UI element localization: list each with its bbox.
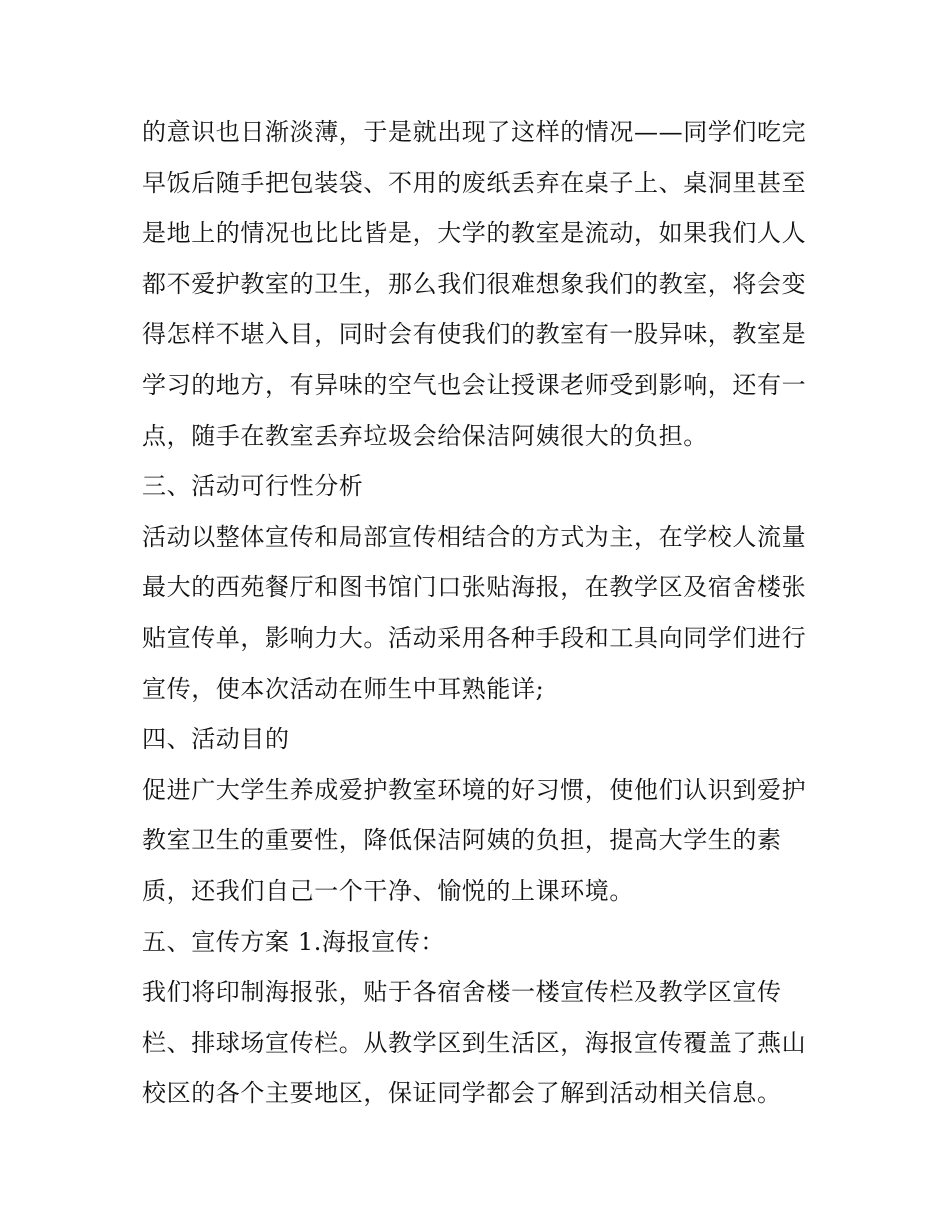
paragraph-line: 早饭后随手把包装袋、不用的废纸丢弃在桌子上、桌洞里甚至 xyxy=(142,168,807,197)
paragraph-line: 教室卫生的重要性，降低保洁阿姨的负担，提高大学生的素 xyxy=(142,826,782,855)
paragraph-line: 栏、排球场宣传栏。从教学区到生活区，海报宣传覆盖了燕山 xyxy=(142,1028,807,1057)
paragraph-line: 宣传，使本次活动在师生中耳熟能详; xyxy=(142,674,545,703)
paragraph-line: 得怎样不堪入目，同时会有使我们的教室有一股异味，教室是 xyxy=(142,320,807,349)
paragraph-line: 学习的地方，有异味的空气也会让授课老师受到影响，还有一 xyxy=(142,370,807,399)
paragraph-line: 活动以整体宣传和局部宣传相结合的方式为主，在学校人流量 xyxy=(142,522,807,551)
paragraph-line: 促进广大学生养成爱护教室环境的好习惯，使他们认识到爱护 xyxy=(142,775,807,804)
section-heading-promotion-plan: 五、宣传方案 1.海报宣传： xyxy=(142,927,445,956)
paragraph-line: 都不爱护教室的卫生，那么我们很难想象我们的教室，将会变 xyxy=(142,269,807,298)
paragraph-line: 最大的西苑餐厅和图书馆门口张贴海报，在教学区及宿舍楼张 xyxy=(142,573,807,602)
paragraph-line: 的意识也日渐淡薄，于是就出现了这样的情况——同学们吃完 xyxy=(142,118,807,146)
paragraph-line: 校区的各个主要地区，保证同学都会了解到活动相关信息。 xyxy=(142,1079,782,1108)
paragraph-line: 是地上的情况也比比皆是，大学的教室是流动，如果我们人人 xyxy=(142,219,807,248)
document-body xyxy=(142,107,822,1119)
paragraph-line: 我们将印制海报张，贴于各宿舍楼一楼宣传栏及教学区宣传 xyxy=(142,978,782,1007)
paragraph-line: 质，还我们自己一个干净、愉悦的上课环境。 xyxy=(142,876,634,905)
paragraph-line: 贴宣传单，影响力大。活动采用各种手段和工具向同学们进行 xyxy=(142,623,807,652)
paragraph-line: 点，随手在教室丢弃垃圾会给保洁阿姨很大的负担。 xyxy=(142,421,708,450)
section-heading-purpose: 四、活动目的 xyxy=(142,725,290,754)
section-heading-feasibility: 三、活动可行性分析 xyxy=(142,472,364,501)
